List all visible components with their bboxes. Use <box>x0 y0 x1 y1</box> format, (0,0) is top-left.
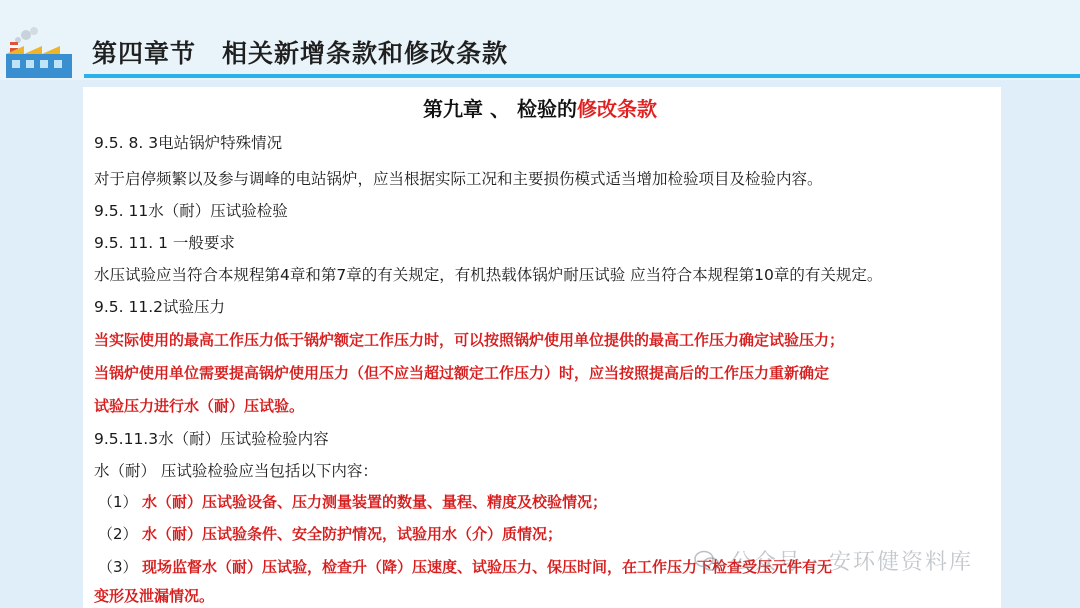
factory-icon <box>4 26 76 78</box>
clause-9-5-11-3-title: 9.5.11.3水（耐）压试验检验内容 <box>94 430 329 448</box>
clause-9-5-11-title: 9.5. 11水（耐）压试验检验 <box>94 202 288 220</box>
clause-9-5-11-2-body-3: 试验压力进行水（耐）压试验。 <box>94 397 305 415</box>
section-heading-highlight: 修改条款 <box>576 97 657 121</box>
clause-9-5-11-2-body-1: 当实际使用的最高工作压力低于锅炉额定工作压力时，可以按照锅炉使用单位提供的最高工作压力确定试验压力； <box>94 331 845 349</box>
clause-9-5-11-1-body: 水压试验应当符合本规程第4章和第7章的有关规定，有机热载体锅炉耐压试验 应当符合本规程第10章的有关规定。 <box>94 266 883 284</box>
clause-9-5-11-2-title: 9.5. 11.2试验压力 <box>94 298 226 316</box>
list-item-number: （2） <box>98 525 138 543</box>
header-divider <box>84 74 1080 78</box>
clause-9-5-8-3-body: 对于启停频繁以及参与调峰的电站锅炉，应当根据实际工况和主要损伤模式适当增加检验项目及检验内容。 <box>94 170 823 188</box>
list-item-continuation: 变形及泄漏情况。 <box>94 587 215 605</box>
section-heading-text: 第九章 、 检验的 <box>423 97 577 121</box>
clause-9-5-11-3-intro: 水（耐） 压试验检验应当包括以下内容： <box>94 462 378 480</box>
watermark <box>694 545 973 576</box>
list-item-text: 水（耐）压试验设备、压力测量装置的数量、量程、精度及校验情况； <box>142 493 608 511</box>
list-item <box>94 523 562 544</box>
list-item-number: （1） <box>98 493 138 511</box>
clause-9-5-11-2-body-2: 当锅炉使用单位需要提高锅炉使用压力（但不应当超过额定工作压力）时，应当按照提高后的工作压力重新确定 <box>94 364 830 382</box>
list-item-text: 水（耐）压试验条件、安全防护情况，试验用水（介）质情况； <box>142 525 563 543</box>
list-item-text: 现场监督水（耐）压试验，检查升（降）压速度、试验压力、保压时间，在工作压力下检查受压元件有无 <box>142 558 833 576</box>
list-item <box>94 491 607 512</box>
clause-9-5-8-3-title: 9.5. 8. 3电站锅炉特殊情况 <box>94 134 283 152</box>
list-item-number: （3） <box>98 558 138 576</box>
page-title: 第四章节 相关新增条款和修改条款 <box>92 39 509 68</box>
clause-9-5-11-1-title: 9.5. 11. 1 一般要求 <box>94 234 235 252</box>
section-heading <box>0 93 1080 122</box>
slide-header <box>0 0 1080 78</box>
wechat-icon <box>694 549 720 573</box>
watermark-text: 公众号 · 安环健资料库 <box>730 550 973 575</box>
